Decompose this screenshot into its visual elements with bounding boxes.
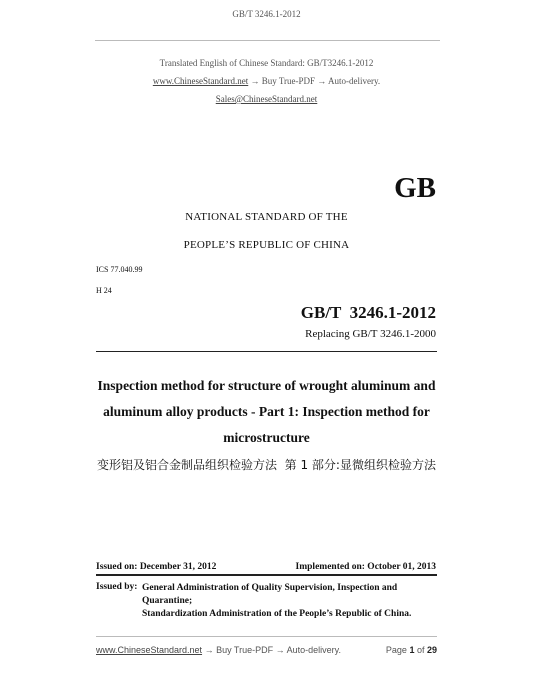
issued-by-text — [142, 582, 442, 621]
email-link[interactable]: Sales@ChineseStandard.net — [215, 94, 318, 104]
page-prefix: Page — [385, 645, 410, 655]
page-indicator — [386, 645, 437, 655]
issued-by-label: Issued by: — [96, 582, 138, 592]
classification-code: H 24 — [96, 286, 112, 295]
title-line-2: aluminum alloy products - Part 1: Inspection method for — [103, 404, 430, 419]
replacing-note: Replacing GB/T 3246.1-2000 — [305, 328, 436, 340]
standard-number: GB/T 3246.1-2012 — [300, 303, 436, 322]
page-of: of — [414, 645, 427, 655]
footer-suffix: → Buy True-PDF → Auto-delivery. — [202, 645, 341, 655]
page-total: 29 — [426, 645, 437, 655]
ics-code: ICS 77.040.99 — [96, 265, 143, 274]
national-standard-line2: PEOPLE’S REPUBLIC OF CHINA — [183, 239, 350, 251]
email-line — [0, 94, 533, 104]
title-rule — [96, 351, 437, 352]
issuer-1: General Administration of Quality Supervision, Inspection and Quarantine; — [142, 583, 398, 606]
purchase-line — [0, 76, 533, 86]
title-line-3: microstructure — [223, 430, 310, 445]
page-current: 1 — [409, 645, 415, 655]
footer-site-link[interactable]: www.ChineseStandard.net — [96, 645, 203, 655]
implemented-date: Implemented on: October 01, 2013 — [295, 562, 436, 572]
chinese-title: 变形铝及铝合金制品组织检验方法 第 1 部分:显微组织检验方法 — [97, 458, 436, 472]
translation-notice: Translated English of Chinese Standard: GB/T3246.1-2012 — [159, 58, 374, 68]
running-header: GB/T 3246.1-2012 — [232, 9, 301, 19]
title-line-1: Inspection method for structure of wrought aluminum and — [97, 378, 436, 393]
purchase-suffix: → Buy True-PDF → Auto-delivery. — [248, 76, 381, 86]
header-divider — [95, 40, 440, 41]
footer-divider — [96, 636, 437, 637]
issuer-2: Standardization Administration of the People’s Republic of China. — [142, 609, 412, 619]
footer-purchase — [96, 645, 341, 655]
issued-date: Issued on: December 31, 2012 — [96, 562, 217, 572]
issuer-rule — [96, 574, 437, 576]
gb-mark: GB — [394, 172, 436, 204]
national-standard-line1: NATIONAL STANDARD OF THE — [185, 211, 348, 223]
site-link[interactable]: www.ChineseStandard.net — [152, 76, 249, 86]
